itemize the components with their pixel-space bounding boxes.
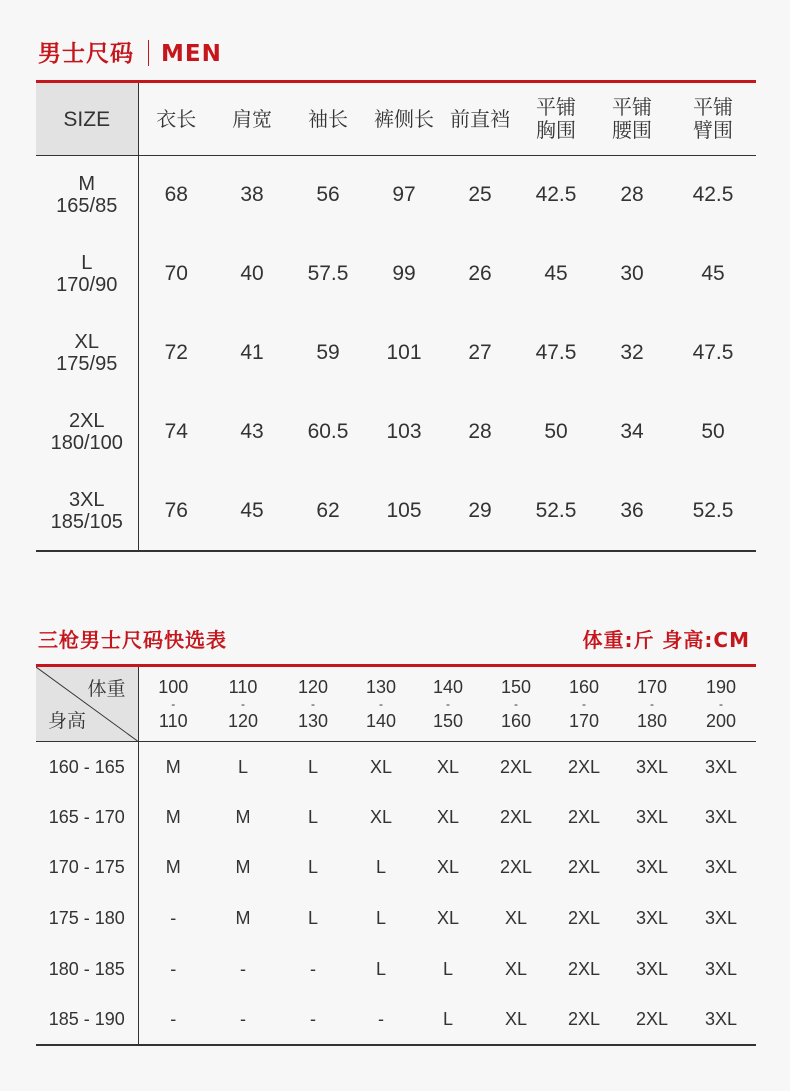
recommended-size-cell: XL xyxy=(436,756,460,777)
size-label: 3XL xyxy=(68,488,105,511)
recommended-size-cell: 2XL xyxy=(567,756,601,777)
column-header-line: 平铺 xyxy=(612,95,652,119)
column-header-line: 臂围 xyxy=(693,118,733,142)
weight-range-header xyxy=(138,666,208,742)
recommended-size-cell: 2XL xyxy=(567,1008,601,1029)
weight-range xyxy=(618,673,686,735)
measurement-cell: 41 xyxy=(240,341,264,364)
measurement-cell: 101 xyxy=(386,341,422,364)
recommended-size-cell: 3XL xyxy=(635,806,669,827)
table-row xyxy=(36,944,756,995)
measurement-cell: 34 xyxy=(620,420,644,443)
title-en: MEN xyxy=(161,41,222,67)
measurement-cell: 105 xyxy=(386,498,422,522)
table-row xyxy=(36,893,756,944)
weight-range-header xyxy=(618,666,686,742)
recommended-size-cell: L xyxy=(375,908,386,929)
height-range-cell: 170 - 175 xyxy=(36,843,138,894)
column-header xyxy=(594,82,670,156)
title-cn: 男士尺码 xyxy=(38,41,134,67)
measurement-cell: 27 xyxy=(468,341,492,364)
size-table-body xyxy=(36,156,756,551)
table-row xyxy=(36,393,756,472)
size-fit: 185/105 xyxy=(50,510,123,533)
weight-min: 190 xyxy=(705,677,737,697)
column-header xyxy=(138,82,214,156)
range-dash: - xyxy=(311,697,315,711)
recommended-size-cell: 2XL xyxy=(567,857,601,878)
recommended-size-cell: L xyxy=(375,857,386,878)
measurement-cell: 103 xyxy=(386,420,422,443)
weight-range-header xyxy=(686,666,756,742)
table-row xyxy=(36,156,756,235)
range-dash: - xyxy=(582,697,586,711)
height-range-cell: 160 - 165 xyxy=(36,742,138,793)
measurement-cell: 45 xyxy=(544,262,568,285)
size-header-row xyxy=(36,82,756,156)
quick-select-title: 三枪男士尺码快选表 xyxy=(38,628,227,652)
recommended-size-cell: 3XL xyxy=(704,806,738,827)
size-row-header xyxy=(36,472,138,551)
column-header-line: 前直裆 xyxy=(450,106,510,131)
weight-min: 160 xyxy=(568,677,600,697)
weight-range xyxy=(482,673,550,735)
recommended-size-cell: 3XL xyxy=(704,908,738,929)
recommended-size-cell: - xyxy=(240,1008,246,1029)
table-row xyxy=(36,742,756,793)
column-header xyxy=(442,82,518,156)
size-label: XL xyxy=(74,331,99,353)
recommended-size-cell: 3XL xyxy=(704,1008,738,1029)
recommended-size-cell: L xyxy=(307,806,318,827)
weight-min: 170 xyxy=(636,677,668,697)
recommended-size-cell: M xyxy=(235,857,251,878)
recommended-size-cell: 3XL xyxy=(635,958,669,979)
measurement-cell: 62 xyxy=(316,498,340,522)
size-fit: 165/85 xyxy=(56,195,118,218)
weight-min: 110 xyxy=(228,677,258,697)
weight-min: 140 xyxy=(432,677,464,697)
measurement-cell: 38 xyxy=(240,183,264,207)
range-dash: - xyxy=(514,697,518,711)
size-label: M xyxy=(78,173,96,196)
recommended-size-cell: - xyxy=(170,1008,177,1029)
quick-select-table xyxy=(36,664,756,1046)
column-header xyxy=(214,82,290,156)
measurement-cell: 29 xyxy=(468,498,492,522)
weight-range xyxy=(278,673,348,735)
weight-range-header xyxy=(348,666,414,742)
weight-min: 120 xyxy=(297,677,329,697)
recommended-size-cell: 2XL xyxy=(567,806,601,827)
weight-min: 130 xyxy=(365,677,397,697)
column-header-line: 裤侧长 xyxy=(374,106,434,131)
weight-max: 130 xyxy=(297,711,329,731)
recommended-size-cell: - xyxy=(170,958,177,979)
weight-max: 180 xyxy=(636,711,668,731)
height-range-cell: 165 - 170 xyxy=(36,792,138,843)
size-chart-table xyxy=(36,80,756,552)
column-header-line: 平铺 xyxy=(536,95,576,119)
measurement-cell: 56 xyxy=(316,183,340,207)
height-axis-label: 身高 xyxy=(48,710,87,732)
weight-max: 110 xyxy=(158,711,188,731)
measurement-cell: 42.5 xyxy=(692,183,734,207)
title-divider xyxy=(148,40,149,66)
recommended-size-cell: L xyxy=(237,756,248,777)
measurement-cell: 50 xyxy=(701,420,725,443)
range-dash: - xyxy=(379,697,383,711)
recommended-size-cell: XL xyxy=(504,908,528,929)
weight-max: 150 xyxy=(432,711,464,731)
recommended-size-cell: L xyxy=(442,1008,453,1029)
column-header xyxy=(290,82,366,156)
size-label: L xyxy=(81,252,93,274)
column-header xyxy=(670,82,756,156)
recommended-size-cell: 3XL xyxy=(704,756,738,777)
measurement-cell: 36 xyxy=(620,498,644,522)
weight-range-header xyxy=(278,666,348,742)
recommended-size-cell: 3XL xyxy=(635,908,669,929)
range-dash: - xyxy=(719,697,723,711)
column-header-line: 胸围 xyxy=(536,118,576,142)
height-range-cell: 175 - 180 xyxy=(36,893,138,944)
weight-range-header xyxy=(414,666,482,742)
weight-min: 150 xyxy=(500,677,532,697)
height-range-cell: 180 - 185 xyxy=(36,944,138,995)
recommended-size-cell: 3XL xyxy=(635,857,669,878)
measurement-cell: 76 xyxy=(164,498,188,522)
measurement-cell: 32 xyxy=(620,341,644,364)
weight-range xyxy=(348,673,414,735)
weight-max: 200 xyxy=(705,711,737,731)
recommended-size-cell: - xyxy=(378,1008,384,1029)
size-row-header xyxy=(36,393,138,472)
measurement-cell: 74 xyxy=(164,420,188,443)
weight-max: 170 xyxy=(568,711,600,731)
table-row xyxy=(36,235,756,314)
measurement-cell: 43 xyxy=(240,420,264,443)
weight-range-header xyxy=(208,666,278,742)
measurement-cell: 97 xyxy=(392,183,416,207)
recommended-size-cell: - xyxy=(240,958,246,979)
measurement-cell: 60.5 xyxy=(307,420,349,443)
recommended-size-cell: M xyxy=(165,806,181,827)
measurement-cell: 52.5 xyxy=(692,498,734,522)
size-row-header xyxy=(36,235,138,314)
recommended-size-cell: L xyxy=(375,958,386,979)
recommended-size-cell: XL xyxy=(504,958,528,979)
table-row xyxy=(36,994,756,1045)
measurement-cell: 70 xyxy=(164,262,188,285)
table-row xyxy=(36,792,756,843)
height-range-cell: 185 - 190 xyxy=(36,994,138,1045)
weight-max: 120 xyxy=(227,711,259,731)
size-row-header xyxy=(36,314,138,393)
measurement-cell: 50 xyxy=(544,420,568,443)
measurement-cell: 28 xyxy=(620,183,644,207)
quick-table-body xyxy=(36,742,756,1046)
measurement-cell: 57.5 xyxy=(307,262,349,285)
recommended-size-cell: L xyxy=(307,908,318,929)
measurement-cell: 25 xyxy=(468,183,492,207)
range-dash: - xyxy=(171,697,176,711)
size-table-header xyxy=(36,82,756,156)
recommended-size-cell: M xyxy=(165,756,181,777)
recommended-size-cell: - xyxy=(310,958,316,979)
recommended-size-cell: - xyxy=(170,908,177,929)
quick-table-header xyxy=(36,666,756,742)
measurement-cell: 72 xyxy=(164,341,188,364)
recommended-size-cell: XL xyxy=(369,756,393,777)
recommended-size-cell: XL xyxy=(504,1008,528,1029)
table-row xyxy=(36,843,756,894)
column-header xyxy=(518,82,594,156)
measurement-cell: 40 xyxy=(240,262,264,285)
column-header-line: 腰围 xyxy=(612,118,652,142)
men-size-title xyxy=(38,35,222,68)
size-row-header xyxy=(36,156,138,235)
recommended-size-cell: XL xyxy=(436,857,460,878)
measurement-cell: 26 xyxy=(468,262,492,285)
recommended-size-cell: 3XL xyxy=(704,857,738,878)
weight-range-header xyxy=(482,666,550,742)
recommended-size-cell: M xyxy=(235,908,251,929)
table-row xyxy=(36,472,756,551)
weight-range xyxy=(550,673,618,735)
measurement-cell: 30 xyxy=(620,262,644,285)
recommended-size-cell: 2XL xyxy=(567,958,601,979)
recommended-size-cell: 2XL xyxy=(635,1008,669,1029)
weight-range xyxy=(686,673,756,735)
measurement-cell: 28 xyxy=(468,420,492,443)
measurement-cell: 45 xyxy=(240,498,264,522)
weight-range xyxy=(139,673,209,735)
corner-header-cell xyxy=(36,666,138,742)
weight-max: 160 xyxy=(500,711,532,731)
recommended-size-cell: L xyxy=(307,857,318,878)
measurement-cell: 52.5 xyxy=(535,498,577,522)
recommended-size-cell: 2XL xyxy=(567,908,601,929)
measurement-cell: 47.5 xyxy=(535,341,577,364)
measurement-cell: 45 xyxy=(701,262,725,285)
size-fit: 180/100 xyxy=(50,432,123,454)
range-dash: - xyxy=(650,697,654,711)
range-dash: - xyxy=(446,697,450,711)
size-column-header: SIZE xyxy=(36,82,138,156)
column-header xyxy=(366,82,442,156)
measurement-cell: 42.5 xyxy=(535,183,577,207)
weight-header-row xyxy=(36,666,756,742)
size-fit: 175/95 xyxy=(56,353,118,375)
measurement-cell: 68 xyxy=(164,183,188,207)
measurement-cell: 59 xyxy=(316,341,340,364)
measurement-cell: 99 xyxy=(392,262,416,285)
measurement-cell: 47.5 xyxy=(692,341,734,364)
table-row xyxy=(36,314,756,393)
range-dash: - xyxy=(241,697,245,711)
weight-max: 140 xyxy=(365,711,397,731)
recommended-size-cell: XL xyxy=(369,806,393,827)
recommended-size-cell: M xyxy=(235,806,251,827)
weight-range xyxy=(414,673,482,735)
recommended-size-cell: XL xyxy=(436,908,460,929)
recommended-size-cell: 3XL xyxy=(635,756,669,777)
column-header-line: 平铺 xyxy=(693,95,733,119)
units-legend: 体重:斤 身高:CM xyxy=(582,628,750,652)
weight-range xyxy=(208,673,278,735)
column-header-line: 衣长 xyxy=(156,106,197,131)
recommended-size-cell: L xyxy=(442,958,453,979)
recommended-size-cell: 2XL xyxy=(499,806,533,827)
recommended-size-cell: 2XL xyxy=(499,857,533,878)
size-label: 2XL xyxy=(68,410,105,432)
column-header-line: 肩宽 xyxy=(232,106,272,131)
recommended-size-cell: 3XL xyxy=(704,958,738,979)
weight-range-header xyxy=(550,666,618,742)
recommended-size-cell: L xyxy=(307,756,318,777)
weight-min: 100 xyxy=(158,677,189,697)
recommended-size-cell: 2XL xyxy=(499,756,533,777)
recommended-size-cell: - xyxy=(310,1008,316,1029)
column-header-line: 袖长 xyxy=(308,106,348,131)
recommended-size-cell: M xyxy=(165,857,181,878)
weight-axis-label: 体重 xyxy=(87,678,126,700)
size-fit: 170/90 xyxy=(56,274,118,296)
recommended-size-cell: XL xyxy=(436,806,460,827)
